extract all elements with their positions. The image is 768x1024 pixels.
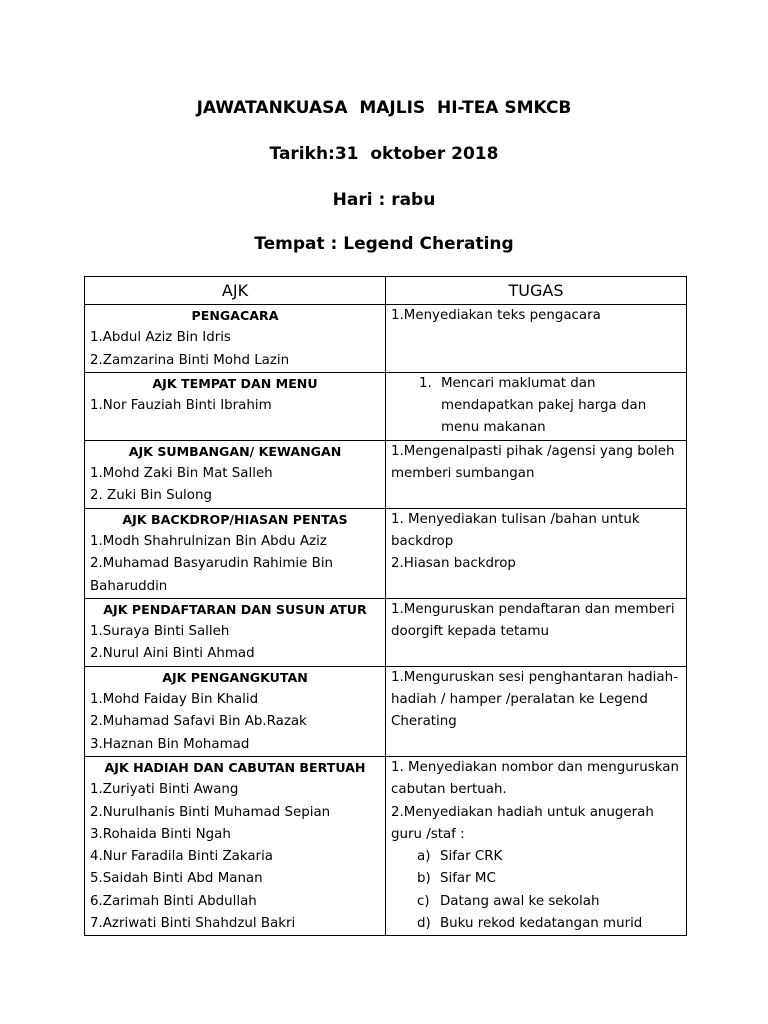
committee-member: 2.Muhamad Basyarudin Rahimie Bin Baharuddin	[90, 556, 334, 594]
committee-member: 1.Zuriyati Binti Awang	[90, 782, 239, 798]
committee-role: PENGACARA	[191, 308, 279, 323]
committee-cell	[85, 598, 386, 666]
committee-member: 2.Muhamad Safavi Bin Ab.Razak	[90, 714, 307, 730]
task-list-item	[391, 373, 681, 440]
committee-role: AJK SUMBANGAN/ KEWANGAN	[128, 443, 342, 459]
committee-member: 1.Abdul Aziz Bin Idris	[90, 330, 231, 346]
task-text: 1.Menguruskan pendaftaran dan memberi doorgift kepada tetamu	[391, 601, 675, 640]
committee-member: 4.Nur Faradila Binti Zakaria	[90, 849, 273, 865]
committee-role: AJK HADIAH DAN CABUTAN BERTUAH	[104, 759, 366, 775]
subitem-text: Datang awal ke sekolah	[440, 893, 600, 909]
task-cell	[386, 756, 687, 935]
committee-role: AJK TEMPAT DAN MENU	[152, 375, 318, 391]
task-subitem	[391, 891, 681, 913]
committee-member: 2.Nurul Aini Binti Ahmad	[90, 646, 255, 662]
table-row	[85, 372, 687, 440]
task-text: 1.Menyediakan teks pengacara	[391, 308, 601, 323]
task-cell	[386, 598, 687, 666]
task-cell	[386, 508, 687, 598]
subitem-text: Sifar CRK	[440, 849, 503, 865]
table-header-row	[85, 277, 687, 305]
event-day: Hari : rabu	[332, 190, 436, 210]
subitem-text: Sifar MC	[440, 871, 496, 887]
subitem-marker: d)	[417, 916, 431, 932]
committee-role: AJK BACKDROP/HIASAN PENTAS	[122, 511, 348, 527]
task-cell	[386, 305, 687, 373]
committee-role: AJK PENDAFTARAN DAN SUSUN ATUR	[103, 601, 367, 617]
task-text: 1.Mengenalpasti pihak /agensi yang boleh memberi sumbangan	[391, 443, 675, 482]
task-subitem	[391, 868, 681, 890]
task-text: Mencari maklumat dan mendapatkan pakej harga dan menu makanan	[441, 375, 647, 436]
table-row	[85, 666, 687, 756]
committee-member: 2.Zamzarina Binti Mohd Lazin	[90, 352, 290, 368]
table-row	[85, 598, 687, 666]
task-subitem	[391, 846, 681, 868]
document-title: JAWATANKUASA MAJLIS HI-TEA SMKCB	[196, 98, 572, 118]
committee-cell	[85, 305, 386, 373]
task-cell	[386, 372, 687, 440]
table-row	[85, 305, 687, 373]
committee-member: 1.Modh Shahrulnizan Bin Abdu Aziz	[90, 533, 327, 549]
task-cell	[386, 440, 687, 508]
task-subitem	[391, 913, 681, 935]
committee-member: 1.Mohd Faiday Bin Khalid	[90, 692, 259, 708]
task-text: 1.Menguruskan sesi penghantaran hadiah-hadiah / hamper /peralatan ke Legend Cherating	[391, 669, 678, 730]
table-row	[85, 440, 687, 508]
committee-member: 1.Nor Fauziah Binti Ibrahim	[90, 398, 272, 414]
committee-member: 3.Haznan Bin Mohamad	[90, 736, 250, 752]
committee-member: 1.Mohd Zaki Bin Mat Salleh	[90, 466, 273, 482]
task-marker: 1.	[419, 375, 432, 391]
committee-member: 1.Suraya Binti Salleh	[90, 624, 230, 640]
committee-member: 5.Saidah Binti Abd Manan	[90, 871, 263, 887]
event-place: Tempat : Legend Cherating	[254, 234, 514, 254]
committee-member: 2.Nurulhanis Binti Muhamad Sepian	[90, 804, 331, 820]
committee-cell	[85, 440, 386, 508]
subitem-text: Buku rekod kedatangan murid	[440, 916, 643, 932]
task-text: 1. Menyediakan nombor dan menguruskan cabutan bertuah.	[391, 759, 679, 798]
table-row	[85, 508, 687, 598]
committee-member: 6.Zarimah Binti Abdullah	[90, 893, 257, 909]
committee-cell	[85, 372, 386, 440]
task-cell	[386, 666, 687, 756]
committee-member: 3.Rohaida Binti Ngah	[90, 826, 231, 842]
subitem-marker: b)	[417, 871, 431, 887]
event-date: Tarikh:31 oktober 2018	[269, 144, 499, 164]
column-header-ajk: AJK	[85, 277, 386, 305]
committee-cell	[85, 508, 386, 598]
task-text: 1. Menyediakan tulisan /bahan untuk backdrop	[391, 511, 640, 549]
subitem-marker: c)	[417, 893, 430, 909]
table-row	[85, 756, 687, 935]
committee-table	[84, 276, 687, 936]
subitem-marker: a)	[417, 849, 431, 865]
task-text: 2.Menyediakan hadiah untuk anugerah guru /staf :	[391, 804, 654, 842]
committee-member: 2. Zuki Bin Sulong	[90, 488, 212, 504]
committee-cell	[85, 756, 386, 935]
committee-member: 7.Azriwati Binti Shahdzul Bakri	[90, 916, 296, 932]
column-header-tugas: TUGAS	[386, 277, 687, 305]
committee-cell	[85, 666, 386, 756]
committee-role: AJK PENGANGKUTAN	[162, 669, 308, 685]
task-text: 2.Hiasan backdrop	[391, 556, 516, 572]
